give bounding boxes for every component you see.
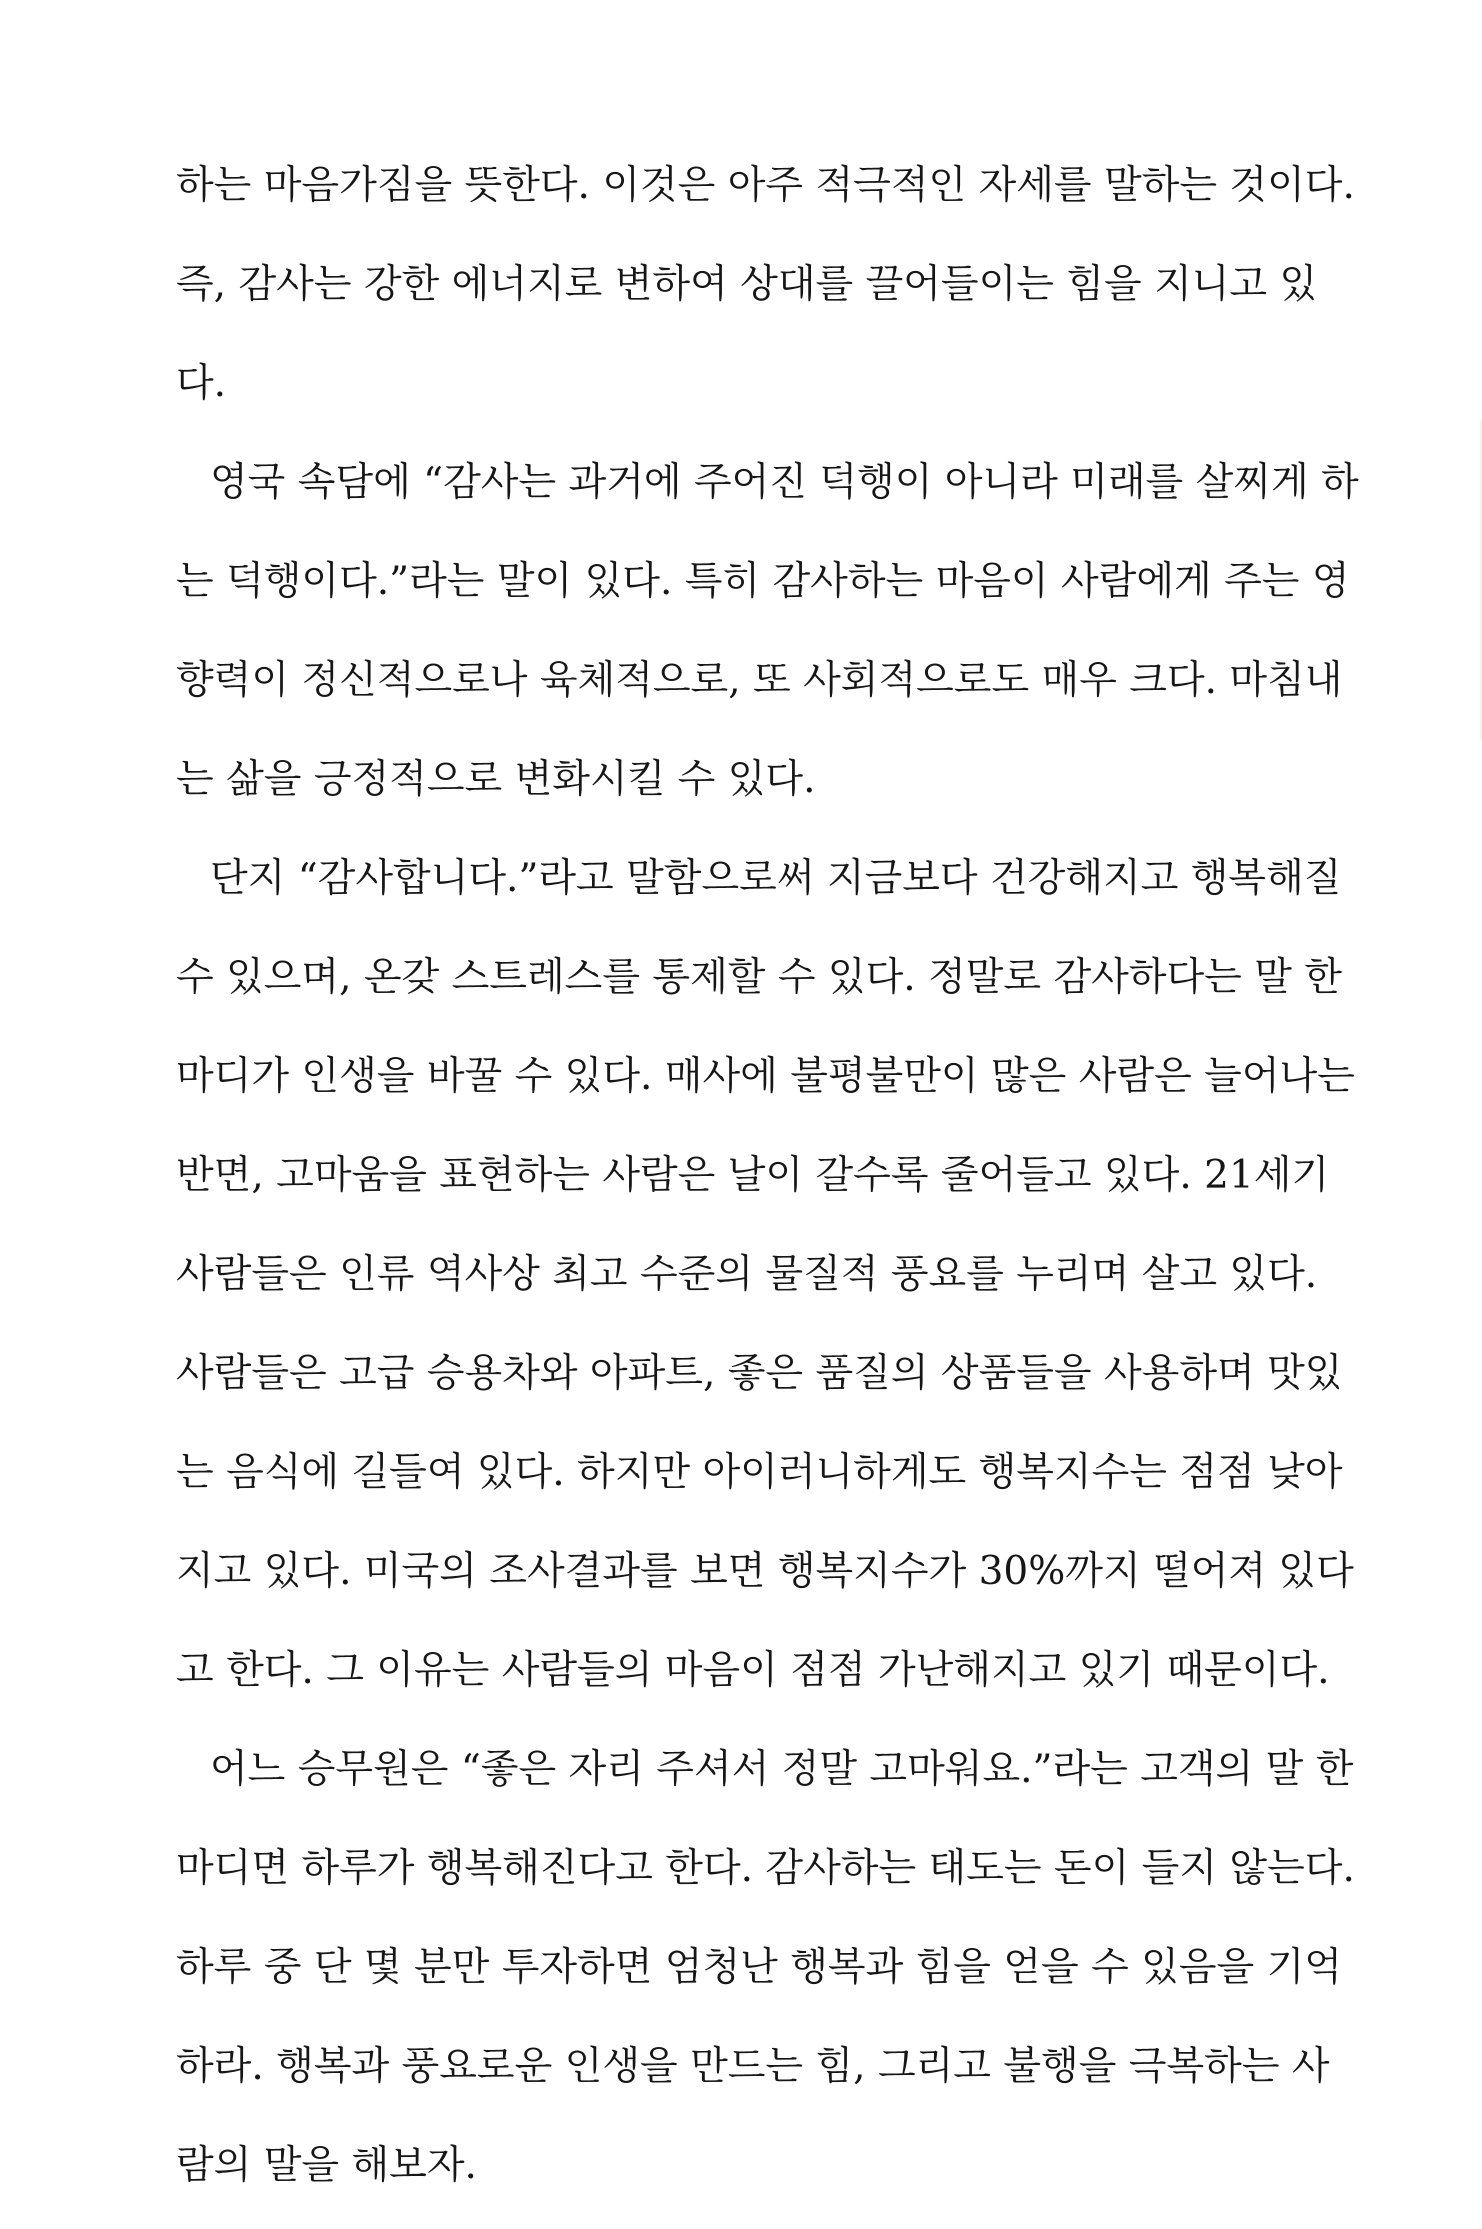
text-line: 하라. 행복과 풍요로운 인생을 만드는 힘, 그리고 불행을 극복하는 사 bbox=[176, 2044, 1330, 2089]
body-text bbox=[176, 150, 1359, 2229]
paragraph-start-line: 단지 “감사합니다.”라고 말함으로써 지금보다 건강해지고 행복해질 bbox=[210, 856, 1342, 901]
text-line: 마디면 하루가 행복해진다고 한다. 감사하는 태도는 돈이 들지 않는다. bbox=[176, 1846, 1355, 1891]
text-line: 사람들은 고급 승용차와 아파트, 좋은 품질의 상품들을 사용하며 맛있 bbox=[176, 1351, 1343, 1396]
text-line: 즉, 감사는 강한 에너지로 변하여 상대를 끌어들이는 힘을 지니고 있 bbox=[176, 262, 1318, 307]
text-line: 반면, 고마움을 표현하는 사람은 날이 갈수록 줄어들고 있다. 21세기 bbox=[176, 1153, 1330, 1198]
text-line: 는 음식에 길들여 있다. 하지만 아이러니하게도 행복지수는 점점 낮아 bbox=[176, 1450, 1343, 1495]
text-line: 는 덕행이다.”라는 말이 있다. 특히 감사하는 마음이 사람에게 주는 영 bbox=[176, 559, 1350, 604]
text-line: 다. bbox=[176, 361, 227, 406]
text-line: 하루 중 단 몇 분만 투자하면 엄청난 행복과 힘을 얻을 수 있음을 기억 bbox=[176, 1945, 1342, 1990]
text-line: 사람들은 인류 역사상 최고 수준의 물질적 풍요를 누리며 살고 있다. bbox=[176, 1252, 1318, 1297]
text-line: 수 있으며, 온갖 스트레스를 통제할 수 있다. 정말로 감사하다는 말 한 bbox=[176, 955, 1342, 1000]
paragraph-start-line: 영국 속담에 “감사는 과거에 주어진 덕행이 아니라 미래를 살찌게 하 bbox=[210, 460, 1359, 505]
text-line: 고 한다. 그 이유는 사람들의 마음이 점점 가난해지고 있기 때문이다. bbox=[176, 1648, 1330, 1693]
text-line: 하는 마음가짐을 뜻한다. 이것은 아주 적극적인 자세를 말하는 것이다. bbox=[176, 163, 1355, 208]
text-line: 마디가 인생을 바꿀 수 있다. 매사에 불평불만이 많은 사람은 늘어나는 bbox=[176, 1054, 1355, 1099]
paragraph-start-line: 어느 승무원은 “좋은 자리 주셔서 정말 고마워요.”라는 고객의 말 한 bbox=[210, 1747, 1354, 1792]
text-line: 람의 말을 해보자. bbox=[176, 2143, 477, 2188]
text-line: 는 삶을 긍정적으로 변화시킬 수 있다. bbox=[176, 757, 816, 802]
text-line: 지고 있다. 미국의 조사결과를 보면 행복지수가 30%까지 떨어져 있다 bbox=[176, 1549, 1354, 1594]
text-line: 향력이 정신적으로나 육체적으로, 또 사회적으로도 매우 크다. 마침내 bbox=[176, 658, 1343, 703]
